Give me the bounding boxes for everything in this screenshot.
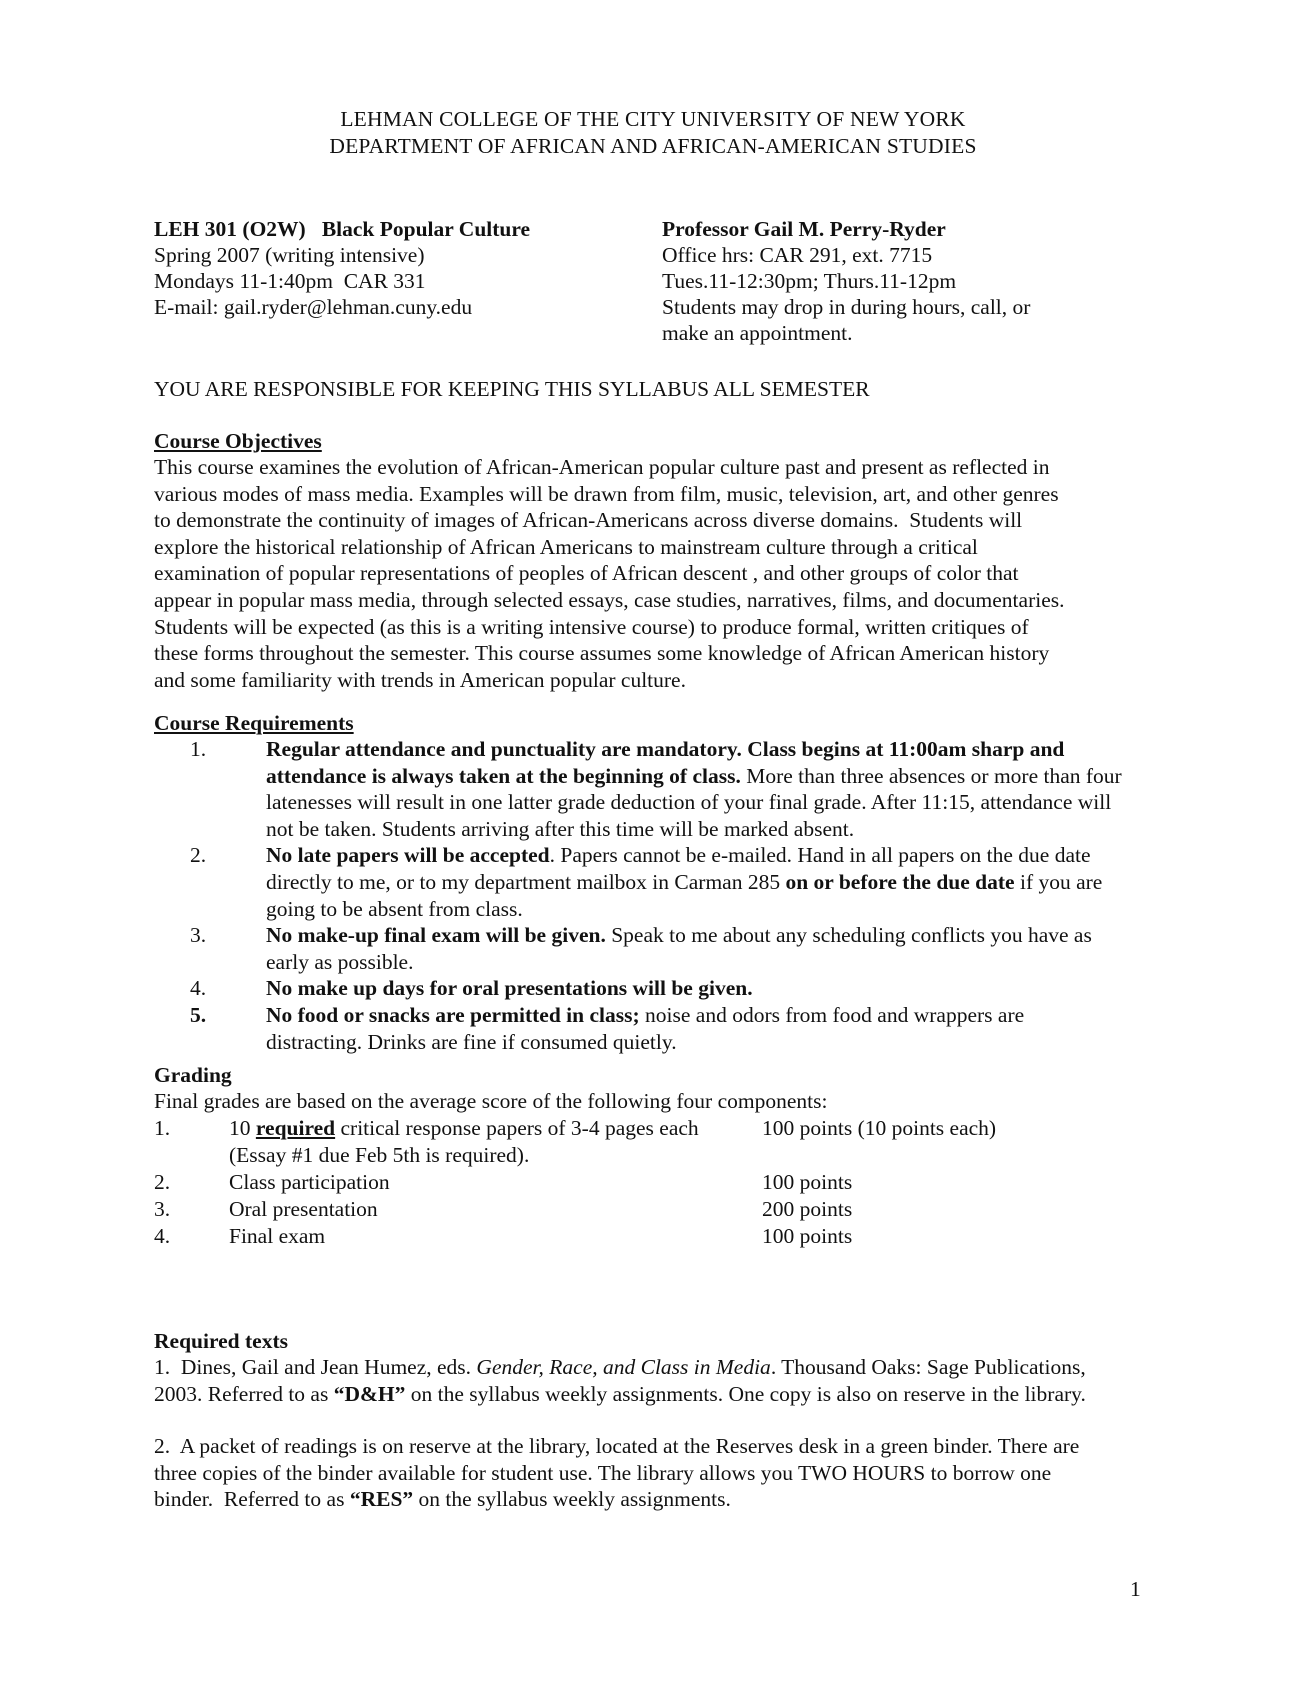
requirement-bold: No late papers will be accepted	[266, 843, 550, 868]
college-name: LEHMAN COLLEGE OF THE CITY UNIVERSITY OF NEW YORK	[340, 107, 966, 131]
document-header	[0, 106, 1306, 160]
text-entry-mid: . Thousand Oaks: Sage Publications, 2003. Referred to as	[154, 1355, 1086, 1406]
drop-in-note: Students may drop in during hours, call, or	[662, 295, 1031, 319]
text-entry-end: on the syllabus weekly assignments.	[413, 1487, 731, 1512]
objectives-title: Course Objectives	[154, 429, 322, 453]
page-number: 1	[1130, 1577, 1141, 1601]
requirement-item	[154, 975, 1124, 1002]
grading-item-post: critical response papers of 3-4 pages each	[335, 1115, 699, 1140]
requirement-item	[154, 1002, 1124, 1055]
grading-points: 100 points (10 points each)	[762, 1115, 997, 1140]
grading-number: 3.	[154, 1196, 171, 1221]
grading-number: 1.	[154, 1115, 171, 1140]
office-days: Tues.11-12:30pm; Thurs.11-12pm	[662, 269, 957, 293]
requirement-text: . Papers cannot be e-mailed. Hand in all papers on the due date directly to me, or to my department mailbox in Carman 285	[266, 843, 1091, 894]
requirement-text: More than three absences or more than four latenesses will result in one latter grade deduction of your final grade. After 11:15, attendance will not be taken. Students arriving after this time will be marked absent.	[266, 763, 1122, 841]
department-name: DEPARTMENT OF AFRICAN AND AFRICAN-AMERICAN STUDIES	[329, 134, 977, 158]
office-hours: Office hrs: CAR 291, ext. 7715	[662, 243, 933, 267]
texts-title: Required texts	[154, 1329, 288, 1353]
requirement-number: 2.	[190, 843, 207, 868]
course-email: E-mail: gail.ryder@lehman.cuny.edu	[154, 295, 473, 319]
grading-section	[154, 1062, 1154, 1250]
grading-item-pre: 10	[229, 1115, 256, 1140]
texts-section	[154, 1328, 1114, 1513]
grading-item: Class participation	[229, 1169, 390, 1194]
book-title: Gender, Race, and Class in Media	[476, 1355, 771, 1379]
requirement-item	[154, 922, 1124, 975]
text-entry-prefix: 2. A packet of readings is on reserve at the library, located at the Reserves desk in a green binder. There are three copies of the binder available for student use. The library allows you TWO HOURS to borrow one binder. Referred to as	[154, 1434, 1085, 1512]
course-meeting: Mondays 11-1:40pm CAR 331	[154, 269, 426, 293]
requirements-list	[154, 736, 1124, 1055]
requirement-number: 1.	[190, 737, 207, 761]
text-entry-end: on the syllabus weekly assignments. One copy is also on reserve in the library.	[405, 1381, 1086, 1406]
grading-points: 100 points	[762, 1223, 853, 1248]
objectives-line: Students will be expected (as this is a writing intensive course) to produce formal, written critiques of	[154, 614, 1029, 639]
objectives-line: to demonstrate the continuity of images of African-Americans across diverse domains. Students will	[154, 508, 1023, 533]
objectives-line: various modes of mass media. Examples will be drawn from film, music, television, art, and other genres	[154, 481, 1059, 506]
grading-row	[154, 1169, 1154, 1196]
requirement-bold: No make up days for oral presentations will be given.	[266, 976, 753, 1001]
course-term: Spring 2007 (writing intensive)	[154, 243, 425, 267]
text-entry-2	[154, 1433, 1114, 1513]
grading-item: Oral presentation	[229, 1196, 378, 1221]
requirement-number: 3.	[190, 923, 207, 948]
book-code: “D&H”	[333, 1381, 406, 1406]
requirement-bold: Regular attendance and punctuality are mandatory. Class begins at 11:00am sharp and attendance is always taken at the beginning of class.	[266, 737, 1065, 788]
requirement-bold: No food or snacks are permitted in class;	[266, 1002, 640, 1027]
objectives-line: This course examines the evolution of African-American popular culture past and present as reflected in	[154, 455, 1050, 479]
requirement-item	[154, 842, 1124, 922]
objectives-line: these forms throughout the semester. This course assumes some knowledge of African American history	[154, 641, 1050, 666]
packet-code: “RES”	[349, 1487, 414, 1512]
requirement-text: noise and odors from food and wrappers are distracting. Drinks are fine if consumed quietly.	[266, 1002, 1025, 1054]
requirement-text-end: if you are going to be absent from class.	[266, 869, 1103, 921]
grading-number: 2.	[154, 1169, 171, 1194]
requirement-item	[154, 736, 1124, 842]
appointment-note: make an appointment.	[662, 321, 853, 345]
grading-row	[154, 1115, 1154, 1142]
grading-title: Grading	[154, 1063, 232, 1087]
requirement-number: 4.	[190, 976, 207, 1001]
objectives-body	[154, 454, 1154, 693]
grading-points: 100 points	[762, 1169, 853, 1194]
grading-item-note: (Essay #1 due Feb 5th is required).	[229, 1142, 530, 1167]
objectives-line: examination of popular representations of peoples of African descent , and other groups of color that	[154, 561, 1019, 586]
grading-row-sub	[154, 1142, 1154, 1169]
objectives-section	[154, 428, 1154, 693]
grading-item-emphasis: required	[255, 1115, 336, 1140]
grading-points: 200 points	[762, 1196, 853, 1221]
grading-row	[154, 1223, 1154, 1250]
requirements-title: Course Requirements	[154, 711, 354, 735]
text-entry-prefix: 1. Dines, Gail and Jean Humez, eds.	[154, 1355, 477, 1379]
objectives-line: explore the historical relationship of African Americans to mainstream culture through a critical	[154, 534, 978, 559]
grading-intro: Final grades are based on the average score of the following four components:	[154, 1089, 828, 1113]
grading-item: Final exam	[229, 1223, 326, 1248]
requirement-number: 5.	[190, 1002, 207, 1027]
requirement-bold: No make-up final exam will be given.	[266, 923, 606, 948]
professor-info	[662, 216, 1132, 346]
course-info	[154, 216, 624, 320]
requirement-bold-due: on or before the due date	[785, 869, 1015, 894]
requirement-text: Speak to me about any scheduling conflicts you have as early as possible.	[266, 923, 1092, 974]
responsibility-notice: YOU ARE RESPONSIBLE FOR KEEPING THIS SYLLABUS ALL SEMESTER	[154, 377, 870, 401]
professor-name: Professor Gail M. Perry-Ryder	[662, 217, 946, 241]
grading-number: 4.	[154, 1223, 171, 1248]
requirements-section	[154, 710, 1124, 1055]
objectives-line: and some familiarity with trends in American popular culture.	[154, 667, 686, 692]
grading-row	[154, 1196, 1154, 1223]
course-title: LEH 301 (O2W) Black Popular Culture	[154, 217, 531, 241]
text-entry-1	[154, 1354, 1114, 1407]
grading-item	[229, 1115, 699, 1142]
objectives-line: appear in popular mass media, through selected essays, case studies, narratives, films, and documentaries.	[154, 587, 1065, 612]
